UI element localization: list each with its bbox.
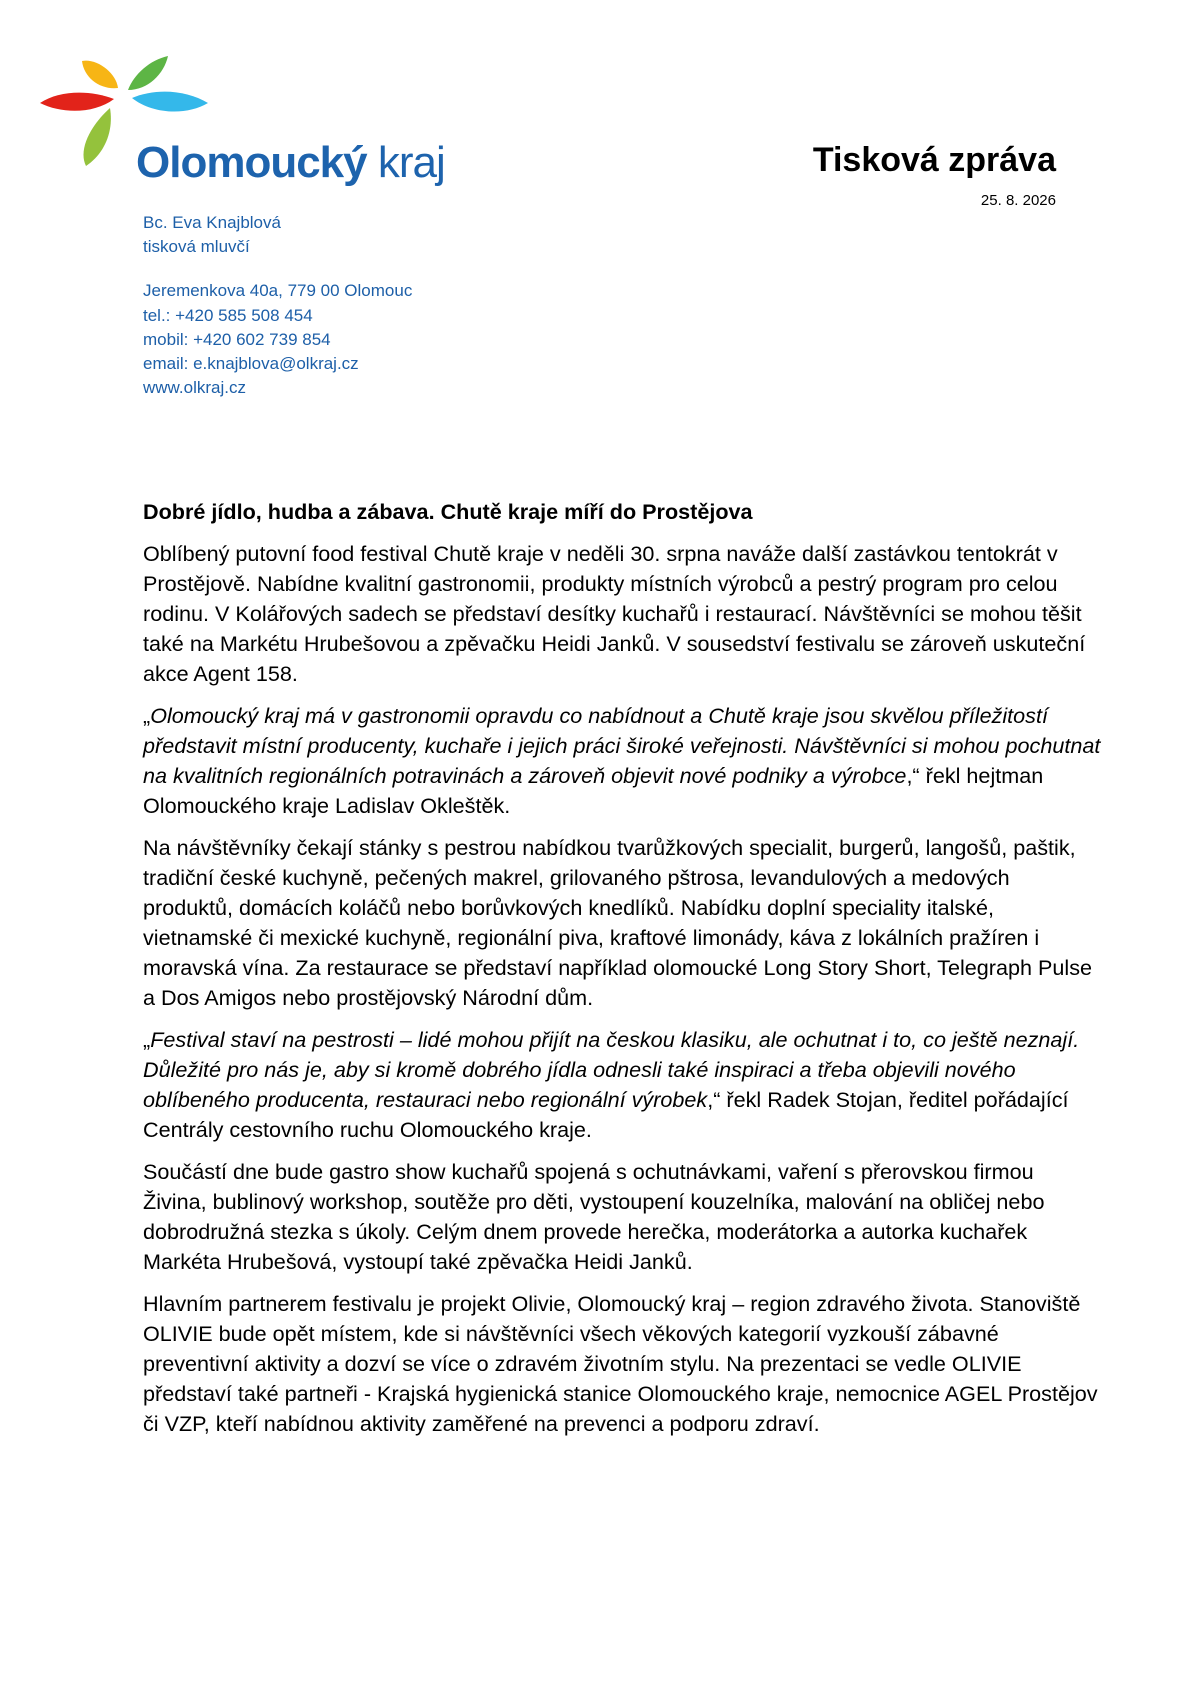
contact-mobile: mobil: +420 602 739 854 <box>143 329 331 349</box>
quote-open-mark: „ <box>143 703 151 728</box>
contact-tel: tel.: +420 585 508 454 <box>143 305 313 325</box>
quote-reditel-text: Festival staví na pestrosti – lidé mohou přijít na českou klasiku, ale ochutnat i to, co ještě neznají. Důležité pro nás je, aby si kromě dobrého jídla odnesli také inspiraci a třeba objevili nového oblíbeného producenta, restauraci nebo regionální výrobek <box>143 1027 1080 1112</box>
logo-name-bold: Olomoucký <box>136 138 367 187</box>
quote-reditel-attribution: ,“ řekl Radek Stojan, ředitel pořádající Centrály cestovního ruchu Olomouckého kraje. <box>143 1087 1069 1142</box>
quote-reditel <box>143 1025 1103 1145</box>
contact-address: Jeremenkova 40a, 779 00 Olomouc <box>143 281 413 301</box>
quote-hejtman <box>143 701 1103 821</box>
document-date: 25. 8. 2026 <box>980 192 1056 209</box>
contact-spacer <box>143 259 412 279</box>
paragraph-stalls: Na návštěvníky čekají stánky s pestrou nabídkou tvarůžkových specialit, burgerů, langošů, paštik, tradiční české kuchyně, pečených makrel, grilovaného pštrosa, levandulových a medových produktů, domácích koláčů nebo borůvkových knedlíků. Nabídku doplní speciality italské, vietnamské či mexické kuchyně, regionální piva, kraftové limonády, káva z lokálních pražíren i moravská vína. Za restaurace se představí například olomoucké Long Story Short, Telegraph Pulse a Dos Amigos nebo prostějovský Národní dům. <box>143 835 1093 1010</box>
logo-name-light: kraj <box>377 138 445 187</box>
contact-email: email: e.knajblova@olkraj.cz <box>143 354 359 374</box>
document-type-title: Tisková zpráva <box>812 141 1056 179</box>
contact-name: Bc. Eva Knajblová <box>143 213 281 232</box>
paragraph-partner: Hlavním partnerem festivalu je projekt Olivie, Olomoucký kraj – region zdravého života. Stanoviště OLIVIE bude opět místem, kde si návštěvníci všech věkových kategorií vyzkouší zábavné preventivní aktivity a dozví se více o zdravém životním stylu. Na prezentaci se vedle OLIVIE představí také partneři - Krajská hygienická stanice Olomouckého kraje, nemocnice AGEL Prostějov či VZP, kteří nabídnou aktivity zaměřené na prevenci a podporu zdraví. <box>143 1291 1098 1436</box>
logo-wordmark <box>136 138 445 188</box>
article-body <box>143 497 1103 1451</box>
contact-web: www.olkraj.cz <box>143 378 246 398</box>
article-headline: Dobré jídlo, hudba a zábava. Chutě kraje míří do Prostějova <box>143 499 753 524</box>
paragraph-intro: Oblíbený putovní food festival Chutě kraje v neděli 30. srpna naváže další zastávkou tentokrát v Prostějově. Nabídne kvalitní gastronomii, produkty místních výrobců a pestrý program pro celou rodinu. V Kolářových sadech se představí desítky kuchařů i restaurací. Návštěvníci se mohou těšit také na Markétu Hrubešovou a zpěvačku Heidi Janků. V sousedství festivalu se zároveň uskuteční akce Agent 158. <box>143 541 1086 686</box>
quote-hejtman-attribution: ,“ řekl hejtman Olomouckého kraje Ladislav Okleštěk. <box>143 763 1044 818</box>
quote-open-mark: „ <box>143 1027 151 1052</box>
paragraph-program: Součástí dne bude gastro show kuchařů spojená s ochutnávkami, vaření s přerovskou firmou Živina, bublinový workshop, soutěže pro děti, vystoupení kouzelníka, malování na obličej nebo dobrodružná stezka s úkoly. Celým dnem provede herečka, moderátorka a autorka kuchařek Markéta Hrubešová, vystoupí také zpěvačka Heidi Janků. <box>143 1159 1045 1274</box>
contact-block <box>143 211 412 400</box>
contact-role: tisková mluvčí <box>143 237 250 257</box>
quote-hejtman-text: Olomoucký kraj má v gastronomii opravdu co nabídnout a Chutě kraje jsou skvělou příležitostí představit místní producenty, kuchaře i jejich práci široké veřejnosti. Návštěvníci si mohou pochutnat na kvalitních regionálních potravinách a zároveň objevit nové podniky a výrobce <box>143 703 1101 788</box>
olomoucky-kraj-logo <box>38 50 478 185</box>
